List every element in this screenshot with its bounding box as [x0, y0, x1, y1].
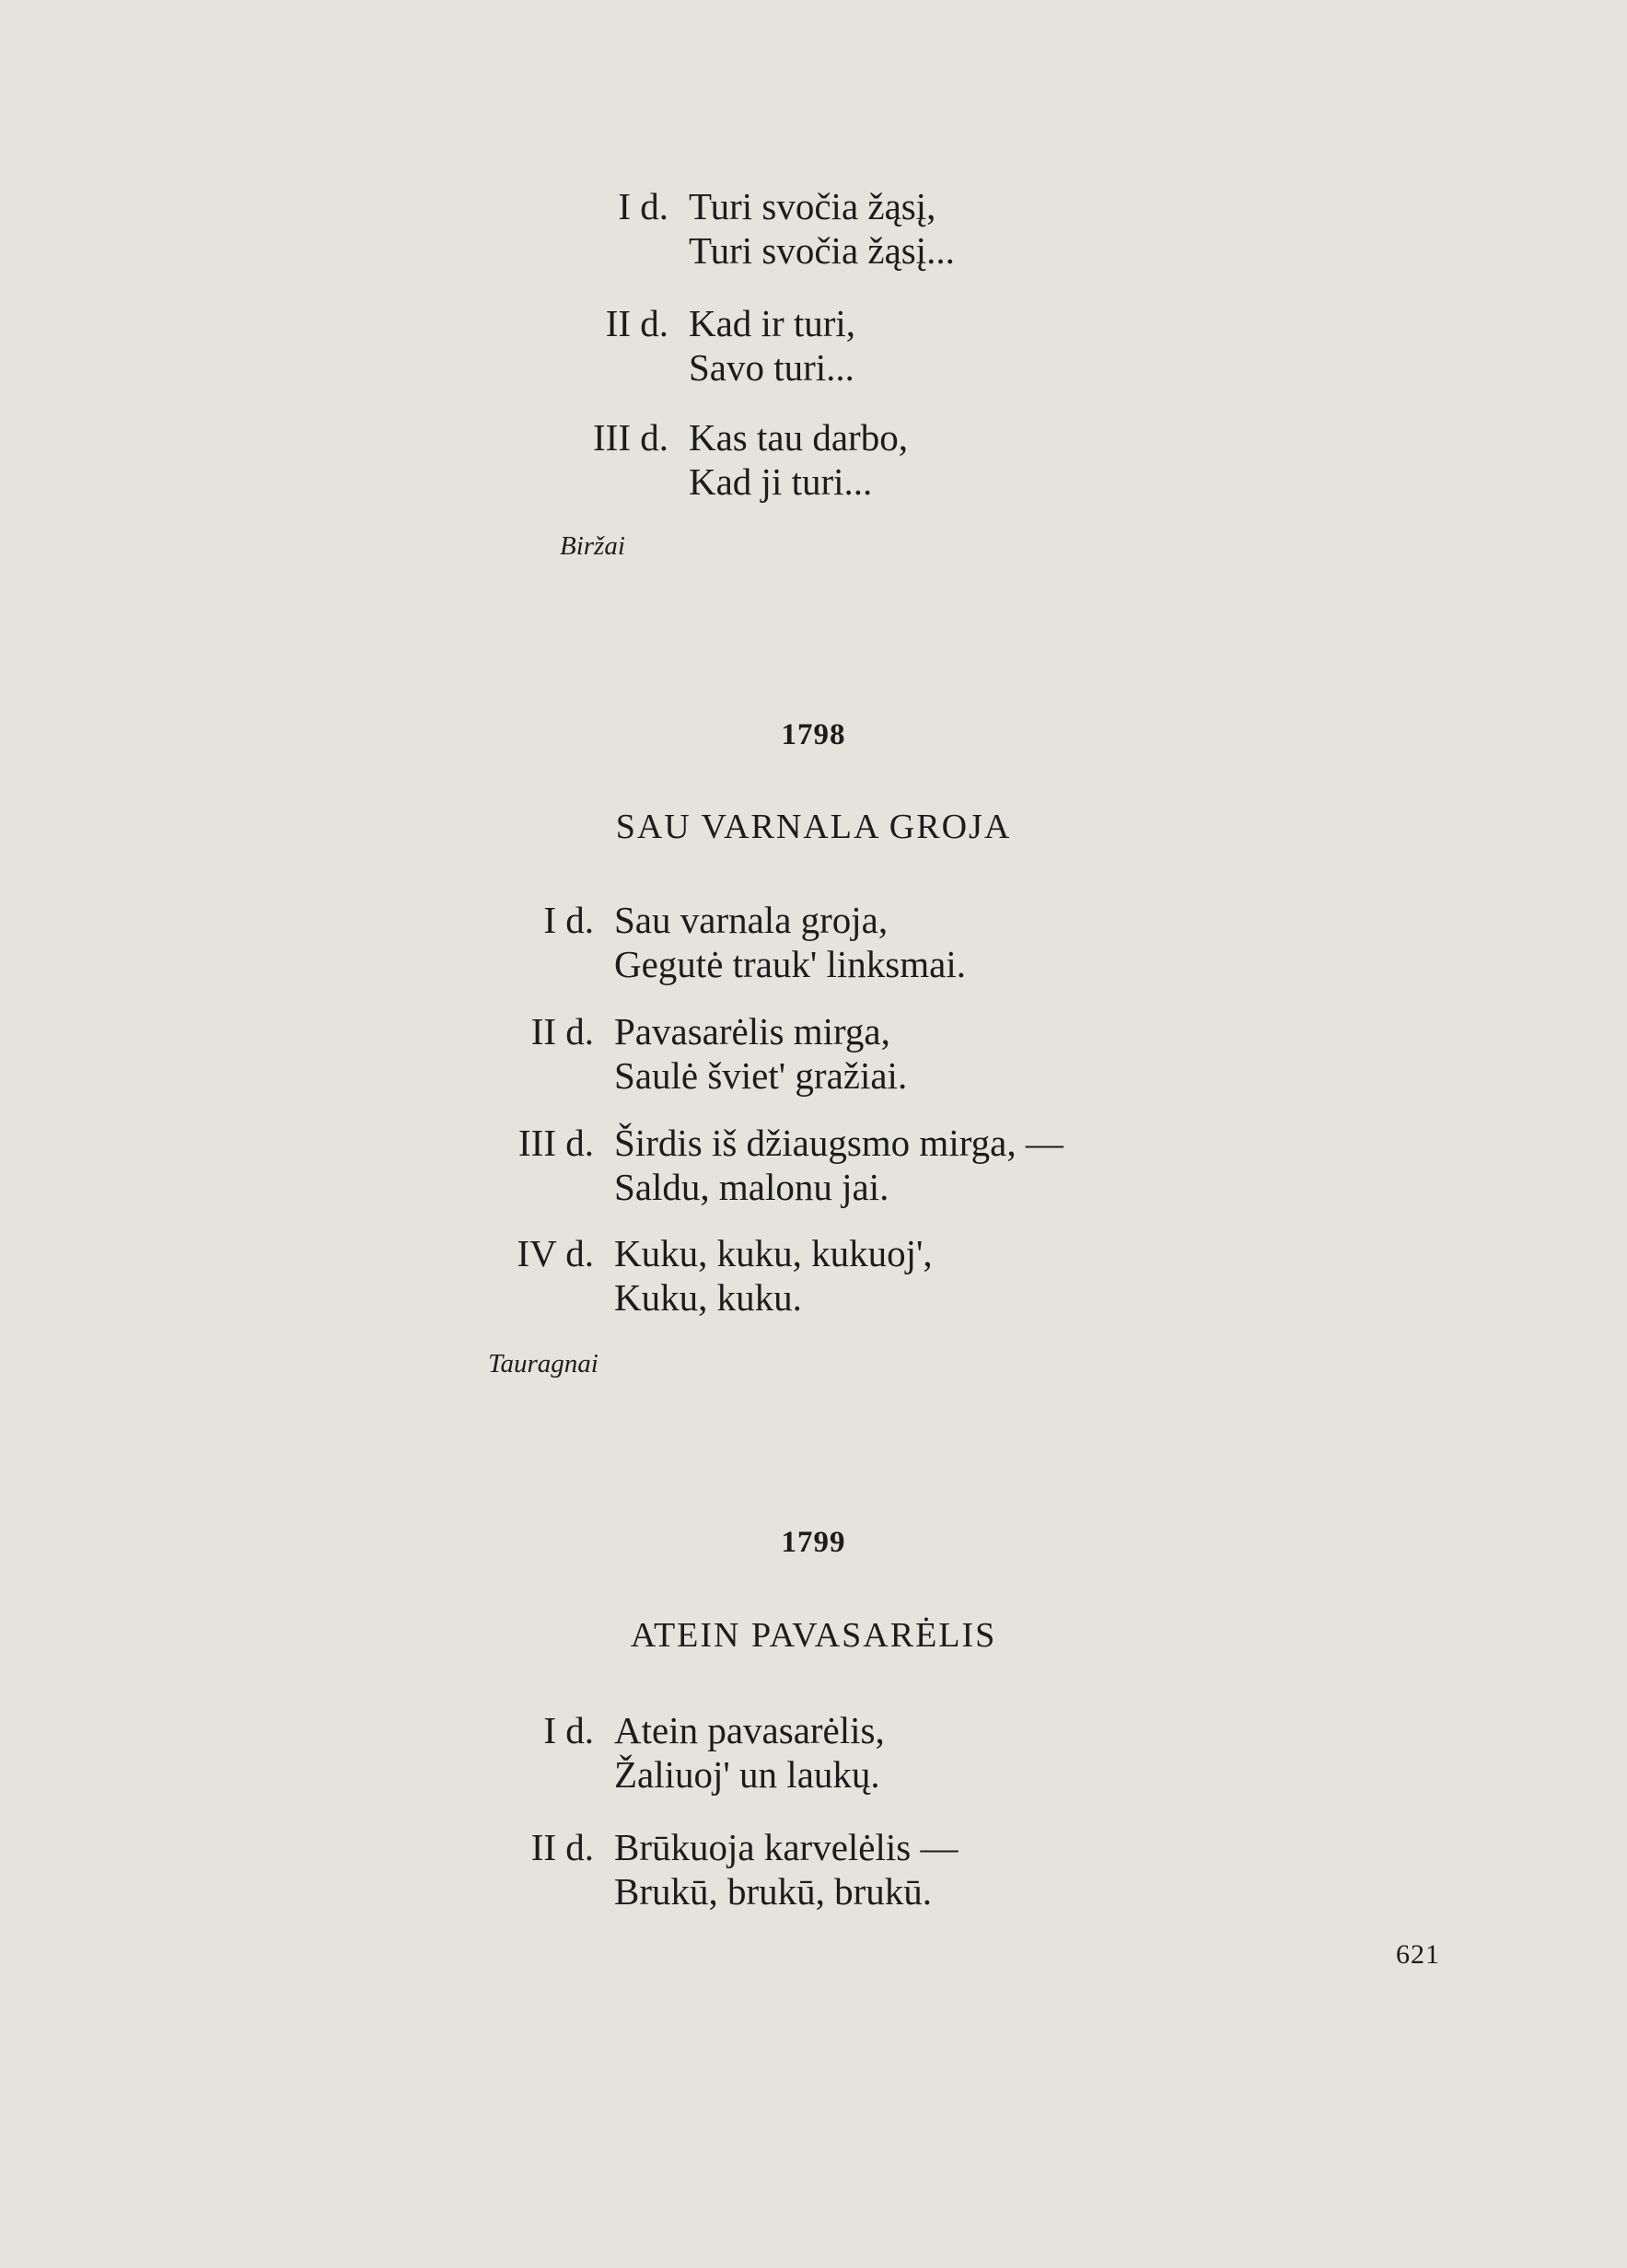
stanza-1798-1: [543, 898, 966, 986]
stanza-label: I d.: [618, 185, 668, 227]
stanza-prev-1: [618, 184, 955, 273]
verse-line: Sau varnala groja,: [614, 899, 889, 941]
song-number: 1799: [781, 1526, 846, 1559]
verse-line: Kuku, kuku.: [614, 1276, 802, 1319]
verse-line: Žaliuoj' un laukų.: [614, 1753, 880, 1796]
stanza-label: II d.: [530, 1010, 594, 1053]
verse-line: Turi svočia žąsį,: [689, 185, 936, 227]
verse-line: Savo turi...: [689, 346, 854, 389]
stanza-1798-4: [517, 1231, 933, 1320]
stanza-label: II d.: [605, 302, 668, 344]
stanza-label: I d.: [543, 899, 594, 941]
verse-line: Brūkuoja karvelėlis —: [614, 1826, 959, 1868]
verse-line: Saulė šviet' gražiai.: [614, 1054, 908, 1097]
verse-line: Pavasarėlis mirga,: [614, 1010, 890, 1053]
verse-line: Atein pavasarėlis,: [614, 1709, 885, 1751]
stanza-label: III d.: [593, 416, 668, 459]
verse-line: Saldu, malonu jai.: [614, 1166, 889, 1208]
verse-line: Kad ir turi,: [689, 302, 856, 344]
stanza-label: I d.: [543, 1709, 594, 1751]
song-title: ATEIN PAVASARĖLIS: [630, 1616, 997, 1655]
song-title: SAU VARNALA GROJA: [615, 808, 1012, 846]
verse-line: Turi svočia žąsį...: [689, 229, 955, 272]
stanza-1799-1: [543, 1708, 885, 1797]
stanza-label: III d.: [518, 1122, 594, 1164]
stanza-prev-3: [593, 415, 908, 504]
verse-line: Kuku, kuku, kukuoj',: [614, 1232, 933, 1274]
stanza-prev-2: [605, 301, 856, 390]
page-number: 621: [1396, 1939, 1440, 1970]
stanza-1798-2: [530, 1009, 908, 1098]
verse-line: Kas tau darbo,: [689, 416, 908, 459]
stanza-label: IV d.: [517, 1232, 594, 1274]
verse-line: Kad ji turi...: [689, 460, 873, 503]
stanza-label: II d.: [530, 1826, 594, 1868]
stanza-1798-3: [518, 1121, 1063, 1209]
place-name: Biržai: [560, 531, 625, 561]
stanza-1799-2: [530, 1825, 959, 1913]
verse-line: Širdis iš džiaugsmo mirga, —: [614, 1122, 1063, 1164]
verse-line: Brukū, brukū, brukū.: [614, 1870, 933, 1913]
place-name: Tauragnai: [488, 1349, 599, 1378]
verse-line: Gegutė trauk' linksmai.: [614, 943, 966, 985]
song-number: 1798: [781, 718, 846, 751]
